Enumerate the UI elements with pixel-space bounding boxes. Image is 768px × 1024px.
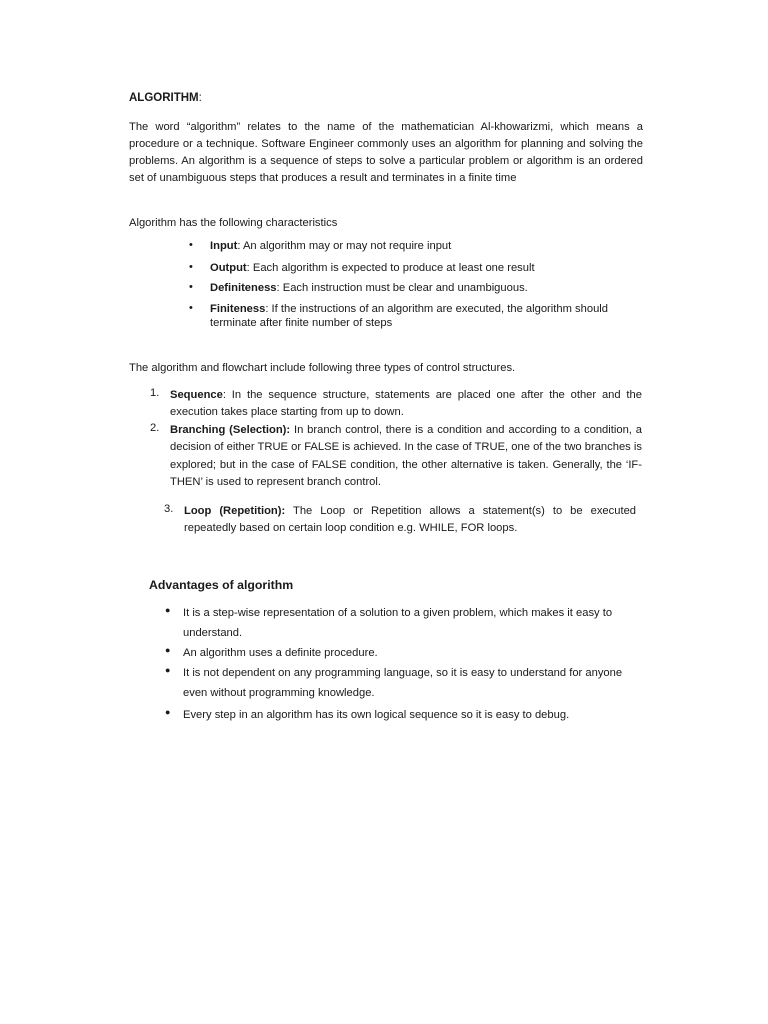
bullet-icon: ● bbox=[165, 665, 171, 675]
control-structure-item bbox=[170, 387, 642, 422]
control-structure-text: In branch control, there is a condition and according to a condition, a decision of either TRUE or FALSE is achieved. In the case of TRUE, one of the two branches is explored; but in the case of FALSE condition, the other alternative is taken. Generally, the ‘IF-THEN’ is used to represent branch control. bbox=[170, 424, 643, 488]
characteristic-text: : Each algorithm is expected to produce at least one result bbox=[246, 262, 535, 274]
characteristic-item bbox=[210, 302, 630, 330]
bullet-icon: • bbox=[189, 261, 193, 273]
characteristic-item bbox=[210, 261, 630, 275]
characteristic-term: Input bbox=[210, 240, 238, 252]
intro-paragraph: The word “algorithm” relates to the name of the mathematician Al-khowarizmi, which means a procedure or a technique. Software Engineer commonly uses an algorithm for planning and solving the problems. An algorithm is a sequence of steps to solve a particular problem or algorithm is an ordered set of unambiguous steps that produces a result and terminates in a finite time bbox=[129, 121, 643, 184]
page-title bbox=[129, 92, 202, 104]
control-structure-term: Branching (Selection): bbox=[170, 424, 291, 436]
advantage-item: Every step in an algorithm has its own logical sequence so it is easy to debug. bbox=[183, 709, 570, 721]
bullet-icon: • bbox=[189, 239, 193, 251]
bullet-icon: ● bbox=[165, 605, 171, 615]
bullet-icon: • bbox=[189, 281, 193, 293]
characteristic-text: : An algorithm may or may not require input bbox=[237, 240, 452, 252]
control-intro: The algorithm and flowchart include following three types of control structures. bbox=[129, 362, 516, 374]
advantage-item: It is not dependent on any programming language, so it is easy to understand for anyone even without programming knowledge. bbox=[183, 667, 623, 699]
control-structure-text: The Loop or Repetition allows a statement(s) to be executed repeatedly based on certain loop condition e.g. WHILE, FOR loops. bbox=[184, 505, 637, 535]
control-structure-term: Sequence bbox=[170, 389, 223, 401]
characteristics-intro: Algorithm has the following characteristics bbox=[129, 217, 338, 229]
bullet-icon: ● bbox=[165, 707, 171, 717]
control-structure-term: Loop (Repetition): bbox=[184, 505, 286, 517]
list-number: 1. bbox=[150, 387, 160, 399]
characteristic-item bbox=[210, 239, 630, 253]
characteristic-term: Output bbox=[210, 262, 247, 274]
page-title-text: ALGORITHM bbox=[129, 92, 199, 104]
characteristic-term: Finiteness bbox=[210, 303, 266, 315]
characteristic-text: : Each instruction must be clear and unambiguous. bbox=[276, 282, 528, 294]
control-structure-text: : In the sequence structure, statements are placed one after the other and the execution takes place starting from up to down. bbox=[170, 389, 642, 419]
characteristic-term: Definiteness bbox=[210, 282, 277, 294]
control-structure-item bbox=[184, 503, 636, 538]
page-title-colon: : bbox=[198, 92, 202, 104]
advantage-item: An algorithm uses a definite procedure. bbox=[183, 647, 378, 659]
advantages-heading: Advantages of algorithm bbox=[149, 578, 294, 592]
advantage-item: It is a step-wise representation of a solution to a given problem, which makes it easy to understand. bbox=[183, 607, 613, 639]
control-structure-item bbox=[170, 422, 642, 491]
list-number: 3. bbox=[164, 503, 174, 515]
characteristic-item bbox=[210, 281, 630, 295]
characteristic-text: : If the instructions of an algorithm are executed, the algorithm should terminate after finite number of steps bbox=[210, 303, 608, 329]
bullet-icon: ● bbox=[165, 645, 171, 655]
bullet-icon: • bbox=[189, 302, 193, 314]
list-number: 2. bbox=[150, 422, 160, 434]
